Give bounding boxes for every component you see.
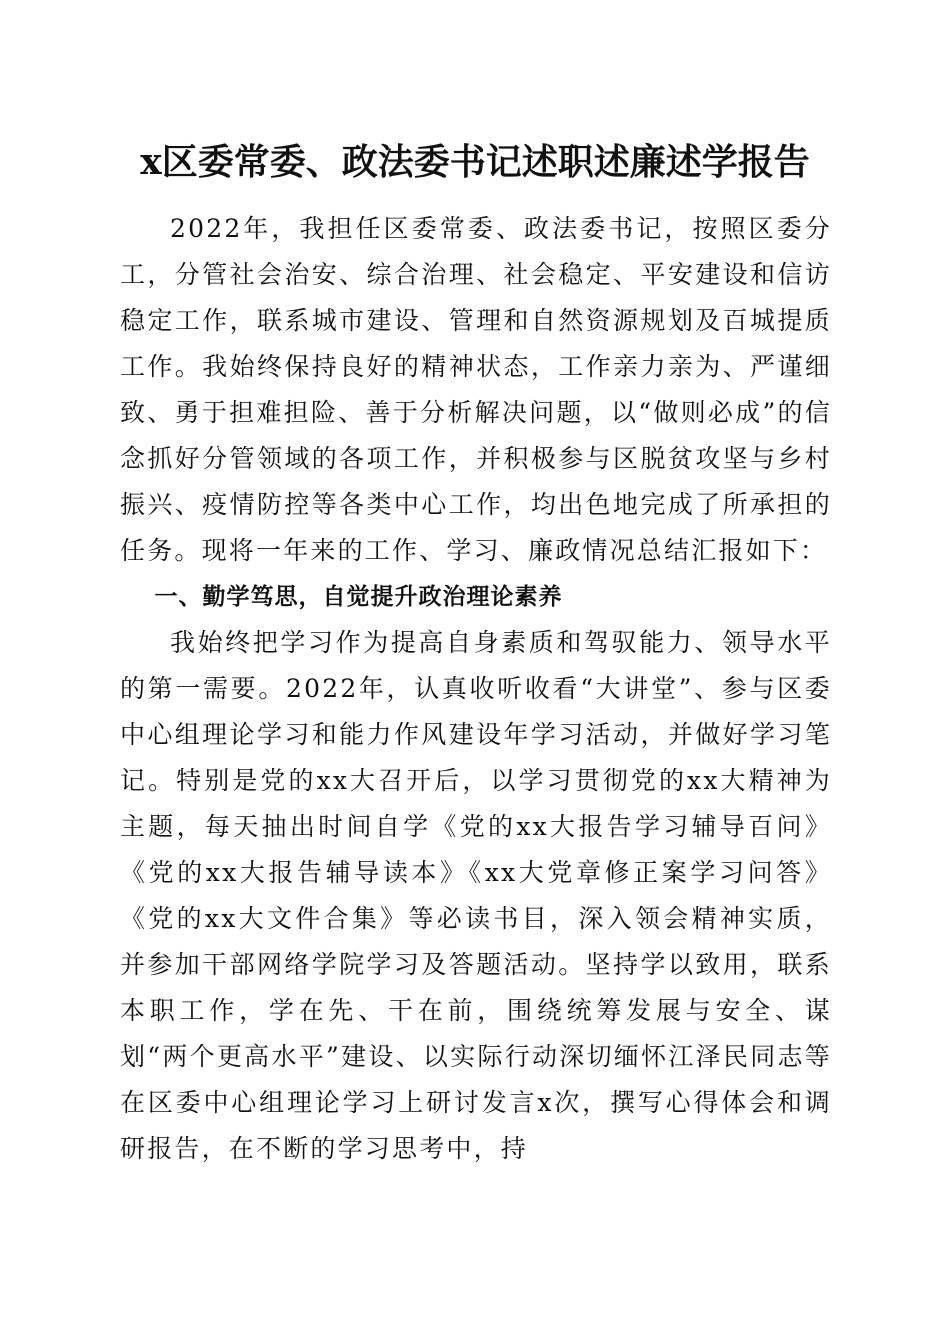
section-1-paragraph: 我始终把学习作为提高自身素质和驾驭能力、领导水平的第一需要。2022年，认真收听收看“大讲堂”、参与区委中心组理论学习和能力作风建设年学习活动，并做好学习笔记。特别是党的xx大召开后，以学习贯彻党的xx大精神为主题，每天抽出时间自学《党的xx大报告学习辅导百问》《党的xx大报告辅导读本》《xx大党章修正案学习问答》《党的xx大文件合集》等必读书目，深入领会精神实质，并参加干部网络学院学习及答题活动。坚持学以致用，联系本职工作，学在先、干在前，围绕统筹发展与安全、谋划“两个更高水平”建设、以实际行动深切缅怀江泽民同志等在区委中心组理论学习上研讨发言x次，撰写心得体会和调研报告，在不断的学习思考中，持 xyxy=(120,628,832,1163)
intro-paragraph: 2022年，我担任区委常委、政法委书记，按照区委分工，分管社会治安、综合治理、社会稳定、平安建设和信访稳定工作，联系城市建设、管理和自然资源规划及百城提质工作。我始终保持良好的精神状态，工作亲力亲为、严谨细致、勇于担难担险、善于分析解决问题，以“做则必成”的信念抓好分管领域的各项工作，并积极参与区脱贫攻坚与乡村振兴、疫情防控等各类中心工作，均出色地完成了所承担的任务。现将一年来的工作、学习、廉政情况总结汇报如下： xyxy=(120,214,832,565)
document-title: x区委常委、政法委书记述职述廉述学报告 xyxy=(140,141,810,183)
document-body xyxy=(120,200,832,1172)
section-heading-1: 一、勤学笃思，自觉提升政治理论素养 xyxy=(154,584,563,610)
